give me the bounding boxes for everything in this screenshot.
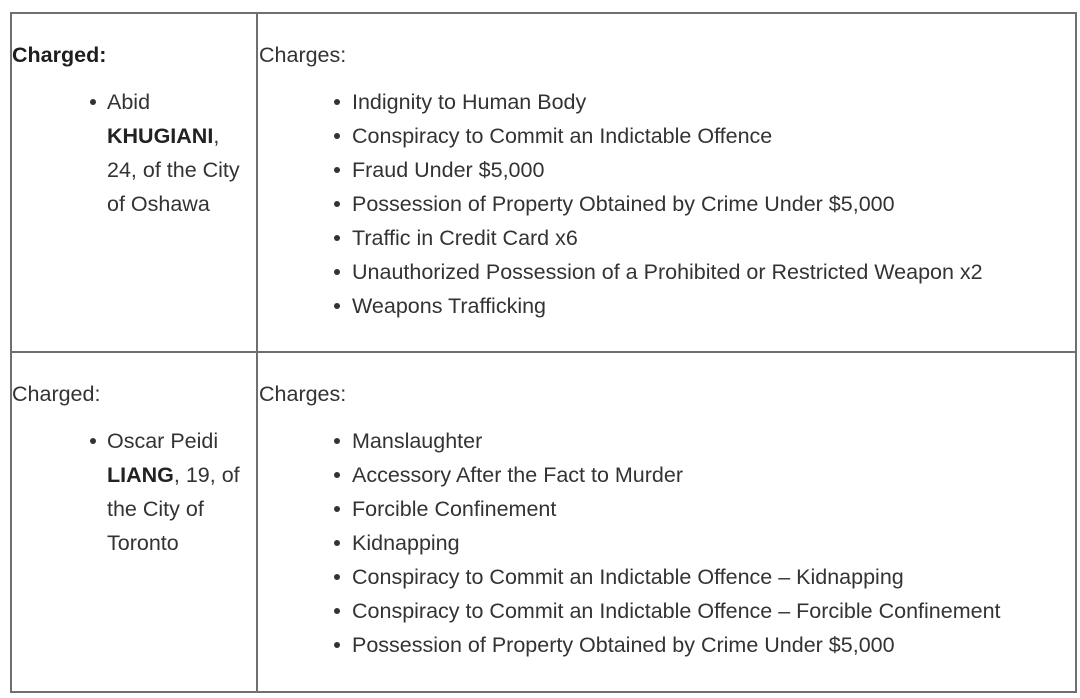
- person-list: [12, 85, 256, 221]
- charged-cell: [11, 13, 257, 352]
- list-item: Weapons Trafficking: [352, 289, 1075, 323]
- table-row: [11, 13, 1076, 352]
- list-item: [107, 85, 256, 221]
- charges-label: Charges:: [259, 382, 347, 406]
- person-first-name: Oscar Peidi: [107, 429, 219, 453]
- person-first-name: Abid: [107, 90, 151, 114]
- list-item: Accessory After the Fact to Murder: [352, 458, 1075, 492]
- charges-table: [10, 12, 1077, 693]
- list-item: Conspiracy to Commit an Indictable Offence: [352, 119, 1075, 153]
- list-item: Forcible Confinement: [352, 492, 1075, 526]
- charge-list: [258, 424, 1075, 662]
- list-item: [107, 424, 256, 560]
- charged-label: Charged:: [12, 382, 101, 406]
- charges-label: Charges:: [259, 43, 347, 67]
- list-item: Indignity to Human Body: [352, 85, 1075, 119]
- list-item: Conspiracy to Commit an Indictable Offence – Forcible Confinement: [352, 594, 1075, 628]
- person-list: [12, 424, 256, 560]
- list-item: Manslaughter: [352, 424, 1075, 458]
- charges-cell: [257, 13, 1076, 352]
- list-item: Unauthorized Possession of a Prohibited or Restricted Weapon x2: [352, 255, 1075, 289]
- list-item: Conspiracy to Commit an Indictable Offence – Kidnapping: [352, 560, 1075, 594]
- person-details: , 19, of the City of Toronto: [107, 463, 240, 555]
- list-item: Possession of Property Obtained by Crime Under $5,000: [352, 628, 1075, 662]
- list-item: Fraud Under $5,000: [352, 153, 1075, 187]
- list-item: Possession of Property Obtained by Crime Under $5,000: [352, 187, 1075, 221]
- list-item: Kidnapping: [352, 526, 1075, 560]
- person-details: , 24, of the City of Oshawa: [107, 124, 240, 216]
- charge-list: [258, 85, 1075, 323]
- charges-cell: [257, 352, 1076, 692]
- charged-label: Charged:: [12, 43, 107, 67]
- person-last-name: KHUGIANI: [107, 124, 214, 148]
- list-item: Traffic in Credit Card x6: [352, 221, 1075, 255]
- table-row: [11, 352, 1076, 692]
- person-last-name: LIANG: [107, 463, 174, 487]
- charged-cell: [11, 352, 257, 692]
